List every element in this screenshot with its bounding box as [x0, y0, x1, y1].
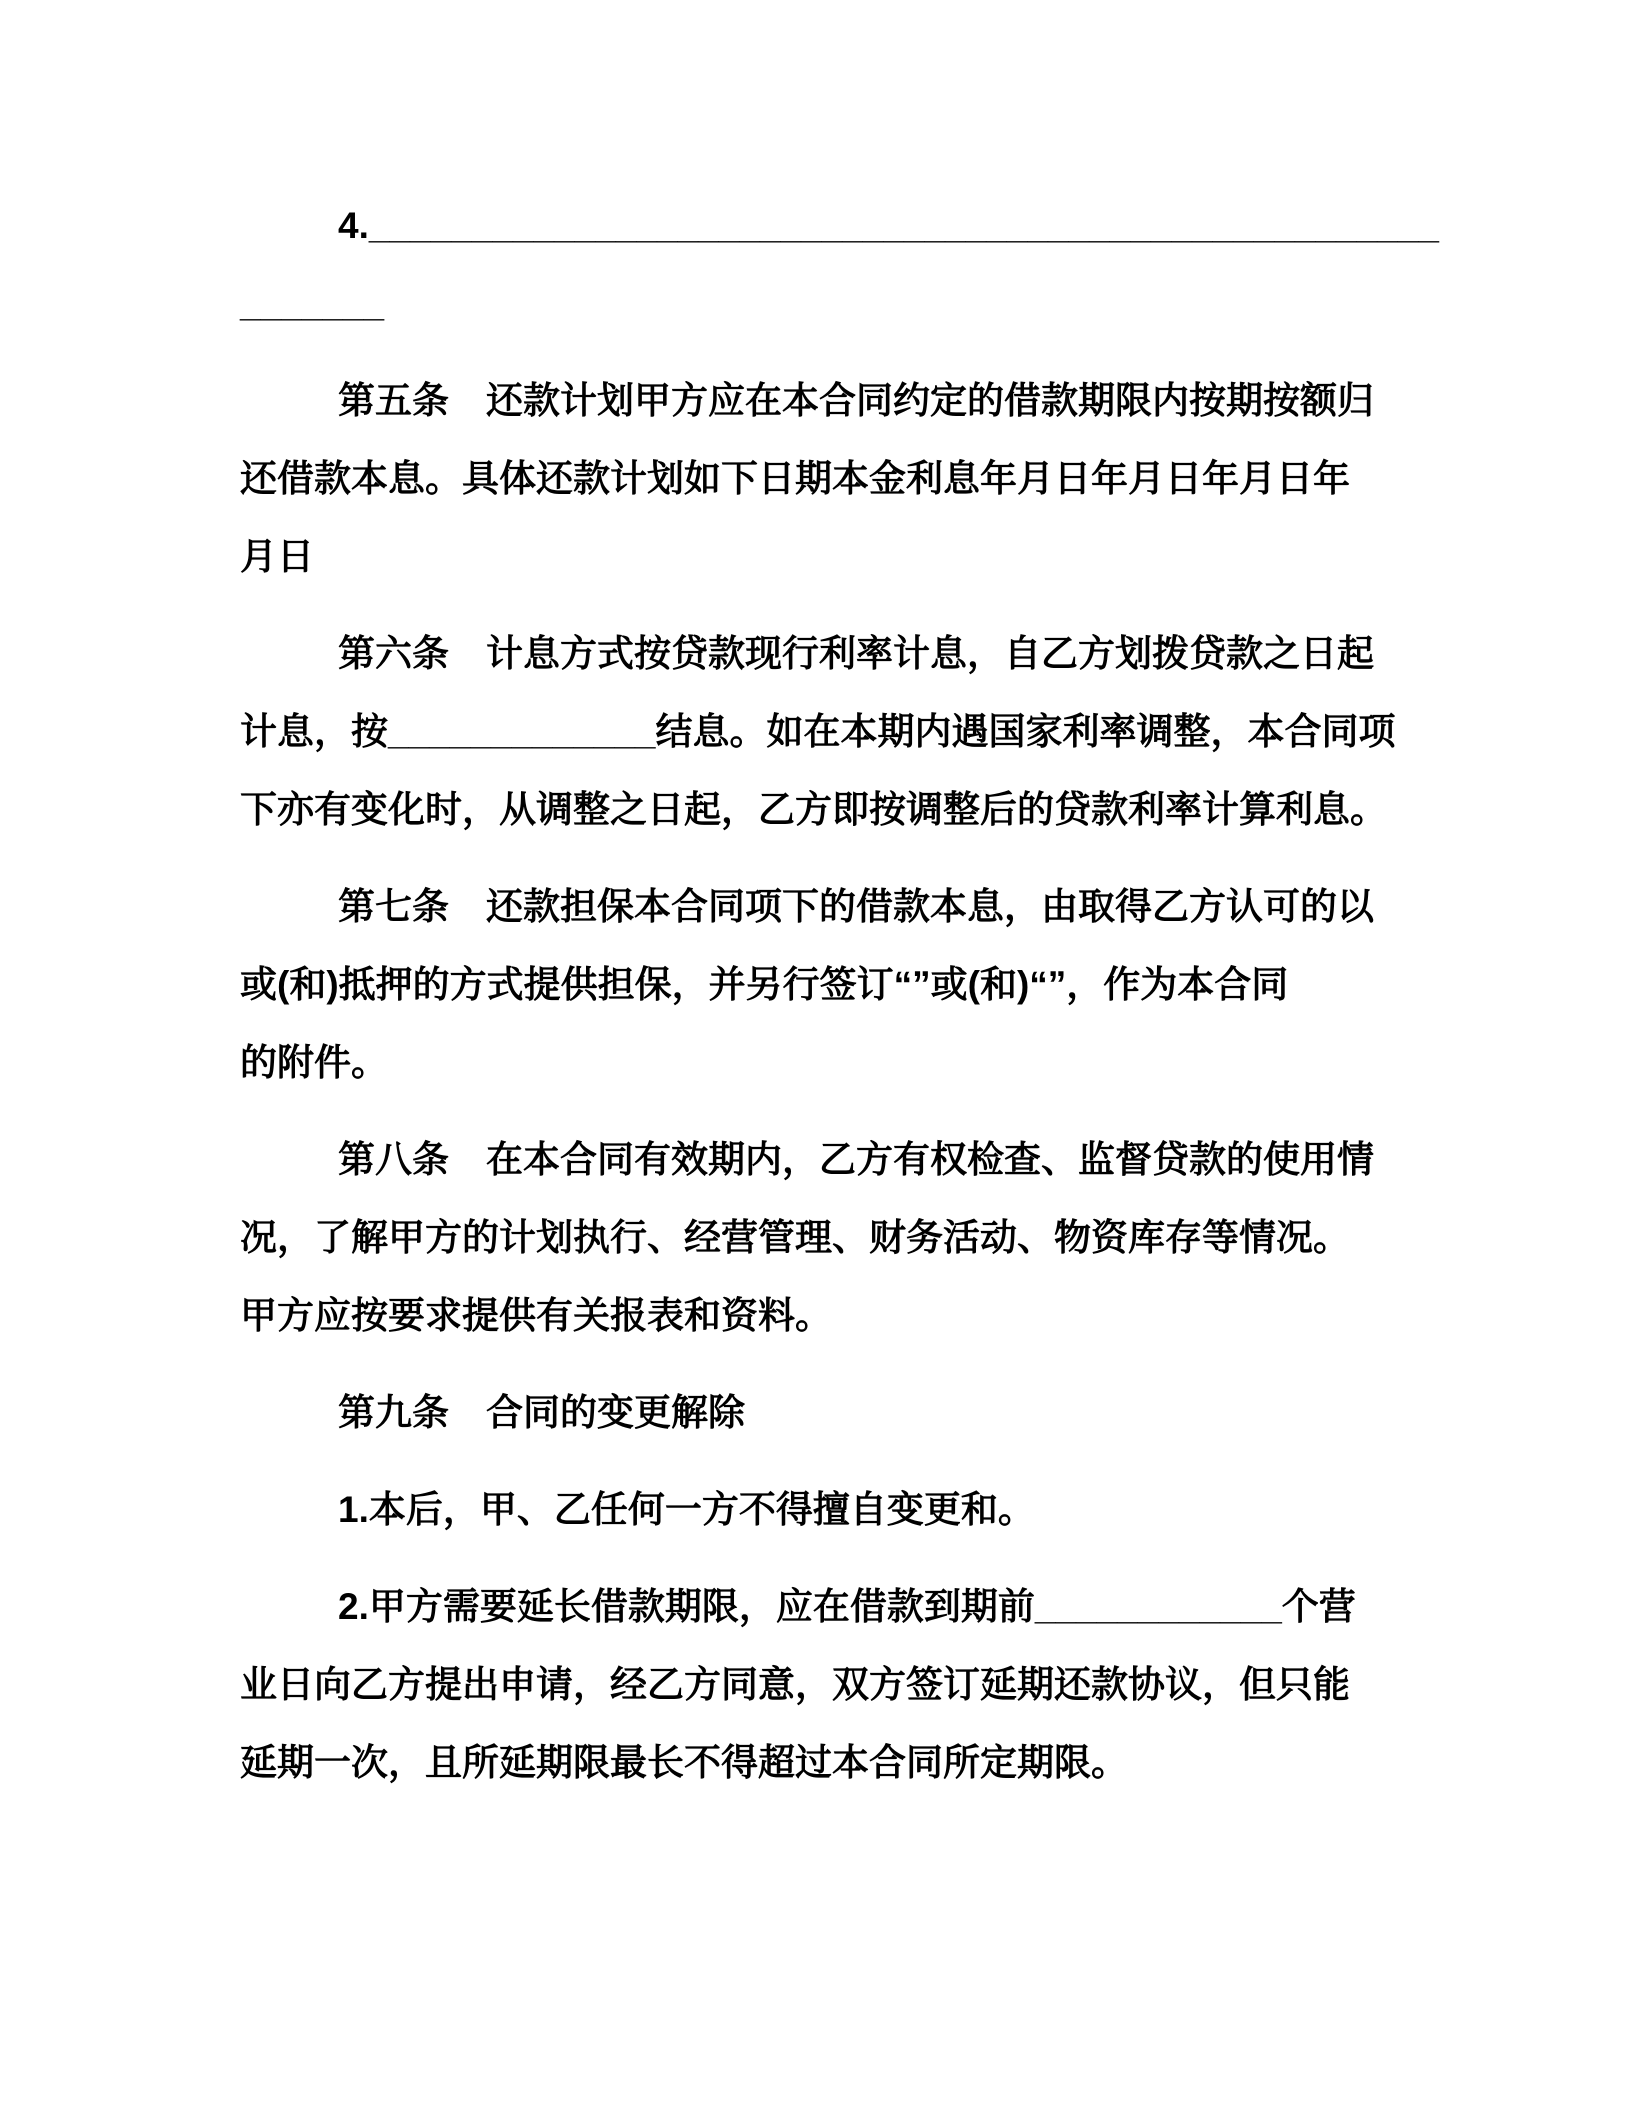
text-line: 4.____________________________________________________ — [338, 205, 1439, 246]
text-line: 第七条 还款担保本合同项下的借款本息，由取得乙方认可的以 — [338, 886, 1374, 927]
article-7-repayment-guarantee — [240, 868, 1400, 1102]
text-line: 第六条 计息方式按贷款现行利率计息，自乙方划拨贷款之日起 — [338, 633, 1374, 674]
text-line: 的附件。 — [240, 1042, 388, 1083]
article-9-heading — [240, 1374, 1400, 1452]
text-line: 第九条 合同的变更解除 — [338, 1392, 745, 1433]
list-item-4-blank — [240, 187, 1439, 343]
article-6-interest-method — [240, 615, 1400, 849]
text-line: 或(和)抵押的方式提供担保，并另行签订“”或(和)“”，作为本合同 — [240, 964, 1289, 1005]
document-text-block — [240, 187, 1439, 1802]
text-line: 况，了解甲方的计划执行、经营管理、财务活动、物资库存等情况。 — [240, 1217, 1350, 1258]
text-line: 1.本后，甲、乙任何一方不得擅自变更和。 — [338, 1489, 1035, 1530]
text-line: 甲方应按要求提供有关报表和资料。 — [240, 1295, 832, 1336]
text-line: 下亦有变化时，从调整之日起，乙方即按调整后的贷款利率计算利息。 — [240, 789, 1387, 830]
clause-9-1 — [240, 1471, 1400, 1549]
text-line: 第五条 还款计划甲方应在本合同约定的借款期限内按期按额归 — [338, 380, 1374, 421]
text-line: 业日向乙方提出申请，经乙方同意，双方签订延期还款协议，但只能 — [240, 1664, 1350, 1705]
clause-9-2 — [240, 1568, 1400, 1802]
text-line: 第八条 在本合同有效期内，乙方有权检查、监督贷款的使用情 — [338, 1139, 1374, 1180]
text-line: 还借款本息。具体还款计划如下日期本金利息年月日年月日年月日年 — [240, 458, 1350, 499]
article-8-supervision — [240, 1121, 1400, 1355]
text-line: 计息，按_____________结息。如在本期内遇国家利率调整，本合同项 — [240, 711, 1396, 752]
text-line: 月日 — [240, 536, 314, 577]
article-5-repayment-plan — [240, 362, 1400, 596]
text-line: 延期一次，且所延期限最长不得超过本合同所定期限。 — [240, 1742, 1128, 1783]
text-line-continuation: _______ — [240, 283, 385, 324]
text-line: 2.甲方需要延长借款期限，应在借款到期前____________个营 — [338, 1586, 1356, 1627]
